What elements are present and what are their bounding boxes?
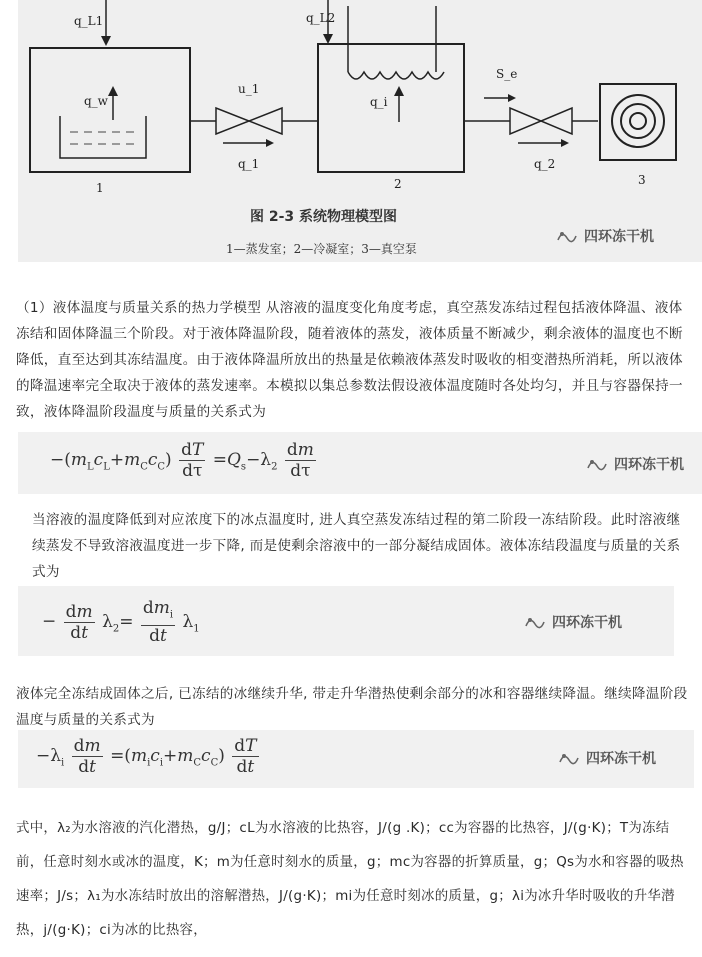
watermark-eq2: 四环冻干机 xyxy=(524,612,622,632)
label-2: 2 xyxy=(394,177,402,191)
paragraph-3: 液体完全冻结成固体之后, 已冻结的冰继续升华, 带走升华潜热使剩余部分的冰和容器继续降温。继续降温阶段温度与质量的关系式为 xyxy=(16,686,688,728)
u1-label: u_1 xyxy=(238,82,260,96)
watermark-logo-icon xyxy=(586,458,608,472)
liquid-container xyxy=(60,116,146,158)
q2-label: q_2 xyxy=(534,157,556,171)
qL2-label: q_L2 xyxy=(306,11,336,25)
watermark-logo-icon xyxy=(524,616,546,630)
q1-label: q_1 xyxy=(238,157,260,171)
figure-caption-sub: 1—蒸发室；2—冷凝室；3—真空泵 xyxy=(226,242,417,256)
watermark-eq1: 四环冻干机 xyxy=(586,454,684,474)
watermark-eq3: 四环冻干机 xyxy=(558,748,656,768)
paragraph-4-variable-definitions: 式中，λ₂为水溶液的汽化潜热，g/J；cL为水溶液的比热容，J/(g .K)；cc为容器的比热容，J/(g·K)；T为冻结前，任意时刻水或冰的温度，K；m为任意时刻水的质量，g；mc为容器的折算质量，g；Qs为水和容器的吸热速率；J/s；λ₁为水冻结时放出的溶解潜热，J/(g·K)；mi为任意时刻冰的质量，g；λi为冰升华时吸收的升华潜热，j/(g·K)；ci为冰的比热容， xyxy=(16,821,684,938)
system-physical-model-diagram xyxy=(18,0,702,205)
figure-caption-title: 图 2-3 系统物理模型图 xyxy=(250,209,398,225)
qi-label: q_i xyxy=(370,95,388,109)
label-1: 1 xyxy=(96,181,104,195)
watermark-logo-icon xyxy=(556,230,578,244)
watermark-figure: 四环冻干机 xyxy=(556,226,654,246)
qL1-label: q_L1 xyxy=(74,14,104,28)
valve-se xyxy=(510,108,541,134)
equation-1: $-(m_Lc_L+m_Cc_C)$ $\frac{dT}{d\tau}$ $=Q_s-\lambda_2$ $\frac{dm}{d\tau}$ xyxy=(50,440,314,481)
equation-2: − $\frac{dm}{dt}$ $\lambda_2=$ $\frac{dm_i}{dt}$ $\lambda_1$ xyxy=(42,598,200,647)
paragraph-2: 当溶液的温度降低到对应浓度下的冰点温度时, 进人真空蒸发冻结过程的第二阶段一冻结阶段。此时溶液继续蒸发不导致溶液温度进一步下降, 而是使剩余溶液中的一部分凝结成固体。液体冻结段温度与质量的关系式为 xyxy=(32,512,681,580)
watermark-logo-icon xyxy=(558,752,580,766)
valve-u1 xyxy=(216,108,249,134)
qw-label: q_w xyxy=(84,94,108,108)
evaporator-box xyxy=(30,48,190,172)
condenser-box xyxy=(318,44,464,172)
equation-3: $-\lambda_i$ $\frac{dm}{dt}$ $=(m_ic_i+m_Cc_C)$ $\frac{dT}{dt}$ xyxy=(36,736,257,777)
paragraph-1: （1）液体温度与质量关系的热力学模型 从溶液的温度变化角度考虑，真空蒸发冻结过程包括液体降温、液体冻结和固体降温三个阶段。对于液体降温阶段，随着液体的蒸发，液体质量不断减少，剩余液体的温度也不断降低，直至达到其冻结温度。由于液体降温所放出的热量是依赖液体蒸发时吸收的相变潜热所消耗，所以液体的降温速率完全取决于液体的蒸发速率。本模拟以集总参数法假设液体温度随时各处均匀，并且与容器保持一致，液体降温阶段温度与质量的关系式为 xyxy=(16,300,683,420)
Se-label: S_e xyxy=(496,67,518,81)
label-3: 3 xyxy=(638,173,646,187)
